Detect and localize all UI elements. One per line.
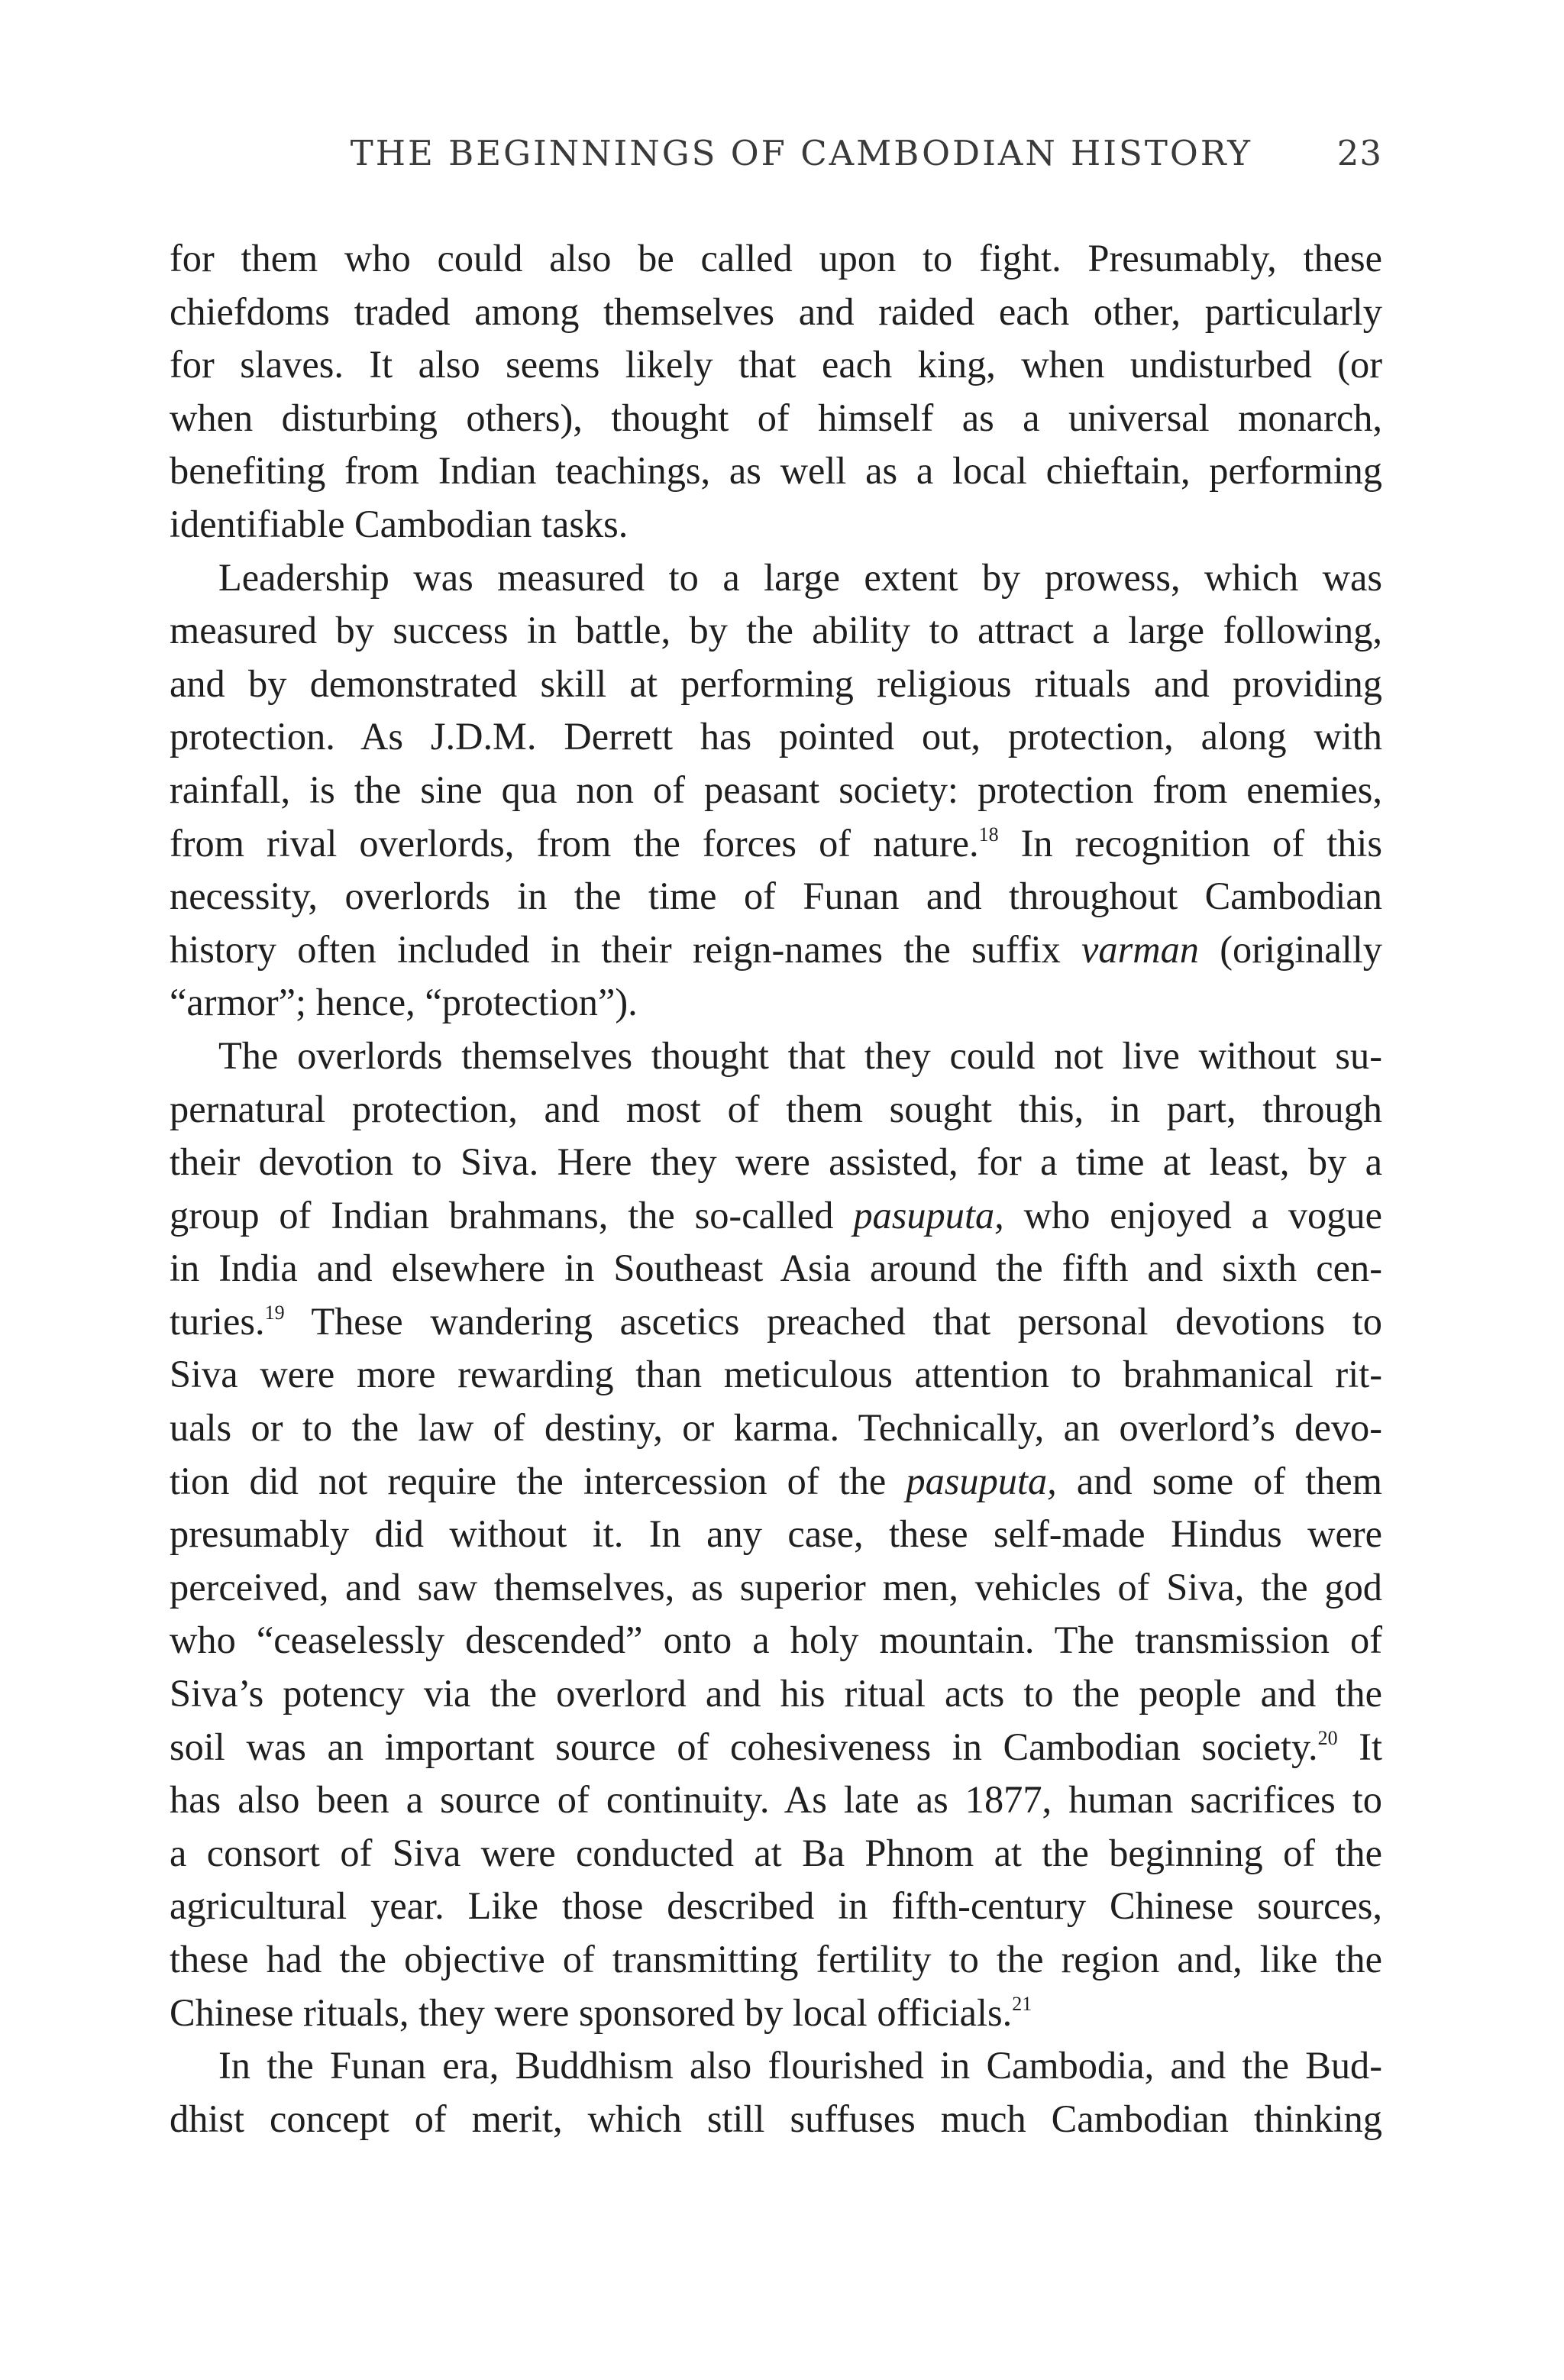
- text-line: [170, 1987, 1382, 2040]
- text-line: pernatural protection, and most of them sought this, in part, through: [170, 1087, 1382, 1130]
- text-line: necessity, overlords in the time of Funan and throughout Cambodian: [170, 875, 1382, 918]
- text-line: for slaves. It also seems likely that each king, when undisturbed (or: [170, 343, 1382, 386]
- text-line: identifiable Cambodian tasks.: [170, 502, 629, 545]
- paragraph-1: [170, 232, 1382, 551]
- text-line: a consort of Siva were conducted at Ba Phnom at the beginning of the: [170, 1831, 1382, 1874]
- line-segment: tion did not require the intercession of the: [170, 1459, 887, 1502]
- page-number: 23: [1336, 133, 1382, 173]
- line-segment: Chinese rituals, they were sponsored by local officials.: [170, 1990, 1013, 2034]
- text-line: these had the objective of transmitting fertility to the region and, like the: [170, 1938, 1382, 1981]
- paragraph-2: [170, 551, 1382, 1030]
- text-line: in India and elsewhere in Southeast Asia around the fifth and sixth cen-: [170, 1247, 1382, 1290]
- text-line: protection. As J.D.M. Derrett has pointed out, protection, along with: [170, 715, 1382, 758]
- text-line: benefiting from Indian teachings, as well as a local chieftain, performing: [170, 449, 1382, 493]
- text-line: [170, 817, 1382, 871]
- footnote-marker-19: 19: [264, 1302, 285, 1324]
- text-line: [170, 1295, 1382, 1349]
- paragraph-3: [170, 1030, 1382, 2039]
- text-line: and by demonstrated skill at performing religious rituals and providing: [170, 661, 1382, 705]
- line-segment: history often included in their reign-names the suffix: [170, 927, 1061, 971]
- text-line: Siva were more rewarding than meticulous attention to brahmanical rit-: [170, 1353, 1382, 1396]
- text-line: The overlords themselves thought that they could not live without su-: [218, 1033, 1382, 1077]
- line-segment: (originally: [1199, 927, 1382, 971]
- text-line: agricultural year. Like those described in fifth-century Chinese sources,: [170, 1884, 1382, 1928]
- text-line: dhist concept of merit, which still suffuses much Cambodian thinking: [170, 2097, 1382, 2140]
- line-segment: from rival overlords, from the forces of nature.: [170, 821, 979, 865]
- italic-term-pasuputa: pasuputa,: [853, 1193, 1004, 1237]
- line-segment: and some of them: [1056, 1459, 1382, 1502]
- line-segment: turies.: [170, 1299, 265, 1343]
- footnote-marker-18: 18: [978, 823, 999, 846]
- line-segment: soil was an important source of cohesiveness in Cambodian society.: [170, 1725, 1318, 1768]
- running-title: THE BEGINNINGS OF CAMBODIAN HISTORY: [350, 133, 1252, 173]
- italic-term-varman: varman: [1081, 927, 1199, 971]
- footnote-marker-20: 20: [1317, 1726, 1338, 1749]
- text-line: perceived, and saw themselves, as superior men, vehicles of Siva, the god: [170, 1565, 1382, 1609]
- line-segment: These wandering ascetics preached that personal devotions to: [284, 1299, 1382, 1343]
- text-line: presumably did without it. In any case, these self-made Hindus were: [170, 1512, 1382, 1556]
- footnote-marker-21: 21: [1012, 1992, 1032, 2015]
- line-segment: In recognition of this: [998, 821, 1383, 865]
- line-segment: group of Indian brahmans, the so-called: [170, 1193, 834, 1237]
- text-line: for them who could also be called upon to fight. Presumably, these: [170, 237, 1382, 280]
- text-line: has also been a source of continuity. As late as 1877, human sacrifices to: [170, 1778, 1382, 1822]
- text-line: uals or to the law of destiny, or karma. Technically, an overlord’s devo-: [170, 1406, 1382, 1450]
- text-line: rainfall, is the sine qua non of peasant society: protection from enemies,: [170, 768, 1382, 811]
- body-text: [170, 232, 1382, 2146]
- text-line: [170, 1721, 1382, 1774]
- text-line: [170, 1189, 1382, 1243]
- paragraph-4: [170, 2039, 1382, 2146]
- text-line: [170, 1455, 1382, 1509]
- text-line: who “ceaselessly descended” onto a holy mountain. The transmission of: [170, 1618, 1382, 1662]
- line-segment: who enjoyed a vogue: [1003, 1193, 1382, 1237]
- text-line: “armor”; hence, “protection”).: [170, 981, 638, 1024]
- text-line: Leadership was measured to a large extent by prowess, which was: [218, 555, 1382, 599]
- text-line: Siva’s potency via the overlord and his ritual acts to the people and the: [170, 1672, 1382, 1715]
- text-line: their devotion to Siva. Here they were assisted, for a time at least, by a: [170, 1140, 1382, 1184]
- text-line: In the Funan era, Buddhism also flourished in Cambodia, and the Bud-: [218, 2044, 1382, 2087]
- text-line: [170, 923, 1382, 977]
- text-line: chiefdoms traded among themselves and raided each other, particularly: [170, 289, 1382, 333]
- line-segment: It: [1337, 1725, 1382, 1768]
- text-line: measured by success in battle, by the ability to attract a large following,: [170, 609, 1382, 652]
- text-line: when disturbing others), thought of himself as a universal monarch,: [170, 396, 1382, 439]
- italic-term-pasuputa: pasuputa,: [906, 1459, 1057, 1502]
- running-head: [170, 127, 1382, 180]
